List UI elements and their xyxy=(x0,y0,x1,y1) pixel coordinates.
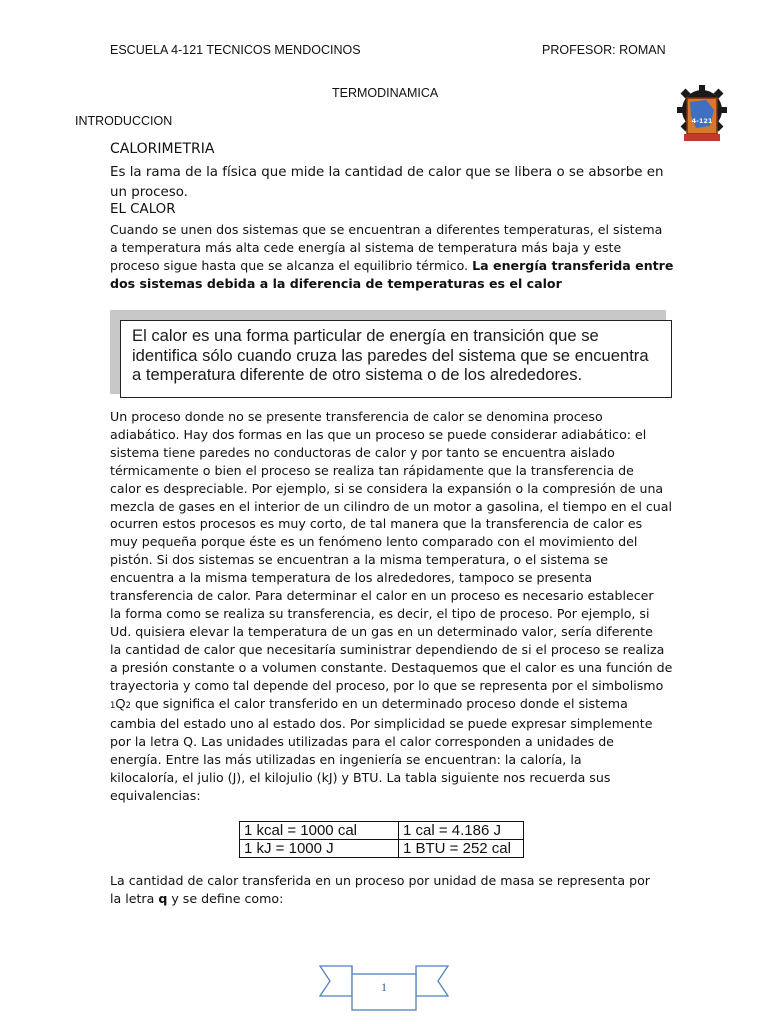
text-line: ocurren estos procesos es muy corto, de tal manera que la transferencia de calor es xyxy=(110,516,643,532)
el-calor-title: EL CALOR xyxy=(110,202,176,217)
closing-paragraph xyxy=(110,872,650,908)
text-line: cambia del estado uno al estado dos. Por simplicidad se puede expresar simplemente xyxy=(110,716,653,732)
text-line: la forma como se realiza su transferencia, es decir, el tipo de proceso. Por ejemplo, si xyxy=(110,605,650,621)
text-line: energía. Entre las más utilizadas en ingeniería se encuentran: la caloría, la xyxy=(110,752,582,768)
text-line: térmicamente o bien el proceso se realiza tan rápidamente que la transferencia de xyxy=(110,462,634,478)
equivalence-table xyxy=(239,821,524,858)
el-calor-paragraph xyxy=(110,221,673,293)
quote-box xyxy=(120,320,672,398)
text-line: calor es despreciable. Por ejemplo, si se considera la expansión o la compresión de una xyxy=(110,480,664,496)
text-normal: que significa el calor transferido en un determinado proceso donde el sistema xyxy=(130,695,628,711)
text-line: muy pequeña porque éste es un fenómeno lento comparado con el movimiento del xyxy=(110,534,638,550)
text-normal: y se define como: xyxy=(167,890,284,906)
table-cell: 1 kJ = 1000 J xyxy=(240,840,399,858)
text-normal: proceso sigue hasta que se alcanza el equilibrio térmico. xyxy=(110,257,473,273)
text-line: a presión constante o a volumen constante. Destaquemos que el calor es una función de xyxy=(110,659,673,675)
subject-title: TERMODINAMICA xyxy=(332,86,439,100)
logo-text: 4-121 xyxy=(691,117,713,125)
gear-logo-icon xyxy=(676,84,728,144)
text-line: kilocaloría, el julio (J), el kilojulio (kJ) y BTU. La tabla siguiente nos recuerda sus xyxy=(110,770,611,786)
text-bold: q xyxy=(158,890,168,906)
text-line: la cantidad de calor que necesitaría suministrar dependiendo de si el proceso se realiza xyxy=(110,641,665,657)
school-name: ESCUELA 4-121 TECNICOS MENDOCINOS xyxy=(110,43,361,57)
text-line: a temperatura más alta cede energía al sistema de temperatura más baja y este xyxy=(110,239,622,255)
table-cell: 1 cal = 4.186 J xyxy=(399,822,524,840)
text-bold: La energía transferida entre xyxy=(472,257,674,273)
text-line-bold: dos sistemas debida a la diferencia de temperaturas es el calor xyxy=(110,275,562,291)
text-line: pistón. Si dos sistemas se encuentran a la misma temperatura, o el sistema se xyxy=(110,552,609,568)
teacher-name: PROFESOR: ROMAN xyxy=(542,43,666,57)
symbol-subscript-1: 1 xyxy=(110,700,116,711)
text-line: por la letra Q. Las unidades utilizadas para el calor corresponden a unidades de xyxy=(110,734,614,750)
text-line: mezcla de gases en el interior de un cilindro de un motor a gasolina, el tiempo en el cual xyxy=(110,498,672,514)
text-line xyxy=(110,890,650,908)
quote-line: identifica sólo cuando cruza las paredes del sistema que se encuentra xyxy=(132,345,649,365)
table-cell: 1 BTU = 252 cal xyxy=(399,840,524,858)
text-line: sistema tiene paredes no conductoras de calor y por tanto se encuentra aislado xyxy=(110,444,615,460)
text-line: Es la rama de la física que mide la cantidad de calor que se libera o se absorbe en xyxy=(110,165,664,180)
quote-line: a temperatura diferente de otro sistema o de los alrededores. xyxy=(132,365,583,384)
school-logo xyxy=(676,84,728,144)
text-line: Un proceso donde no se presente transferencia de calor se denomina proceso xyxy=(110,409,603,424)
page-number: 1 xyxy=(381,980,387,994)
text-line: Cuando se unen dos sistemas que se encuentran a diferentes temperaturas, el sistema xyxy=(110,222,663,237)
adiabatic-paragraph xyxy=(110,408,672,805)
text-line: La cantidad de calor transferida en un proceso por unidad de masa se representa por xyxy=(110,873,650,888)
text-line: adiabático. Hay dos formas en las que un proceso se puede considerar adiabático: el xyxy=(110,426,647,442)
table-row xyxy=(240,840,524,858)
table-row xyxy=(240,822,524,840)
text-line: un proceso. xyxy=(110,185,188,200)
calorimetria-title: CALORIMETRIA xyxy=(110,141,215,157)
quote-text xyxy=(121,321,671,385)
symbol-subscript-2: 2 xyxy=(125,700,131,711)
calorimetria-definition xyxy=(110,163,664,203)
text-normal: la letra xyxy=(110,890,159,906)
section-label: INTRODUCCION xyxy=(75,114,173,128)
symbol-q: Q xyxy=(115,695,126,711)
text-line: Ud. quisiera elevar la temperatura de un gas en un determinado valor, sería diferente xyxy=(110,623,653,639)
text-line: transferencia de calor. Para determinar el calor en un proceso es necesario establecer xyxy=(110,588,654,604)
quote-line: El calor es una forma particular de energía en transición que se xyxy=(132,326,599,345)
symbol-line xyxy=(110,695,672,716)
text-line: trayectoria y como tal depende del proceso, por lo que se representa por el simbolismo xyxy=(110,677,664,693)
table-cell: 1 kcal = 1000 cal xyxy=(240,822,399,840)
text-line: encuentra a la misma temperatura de los alrededores, tampoco se presenta xyxy=(110,570,593,586)
text-line xyxy=(110,257,673,275)
text-line: equivalencias: xyxy=(110,788,201,804)
